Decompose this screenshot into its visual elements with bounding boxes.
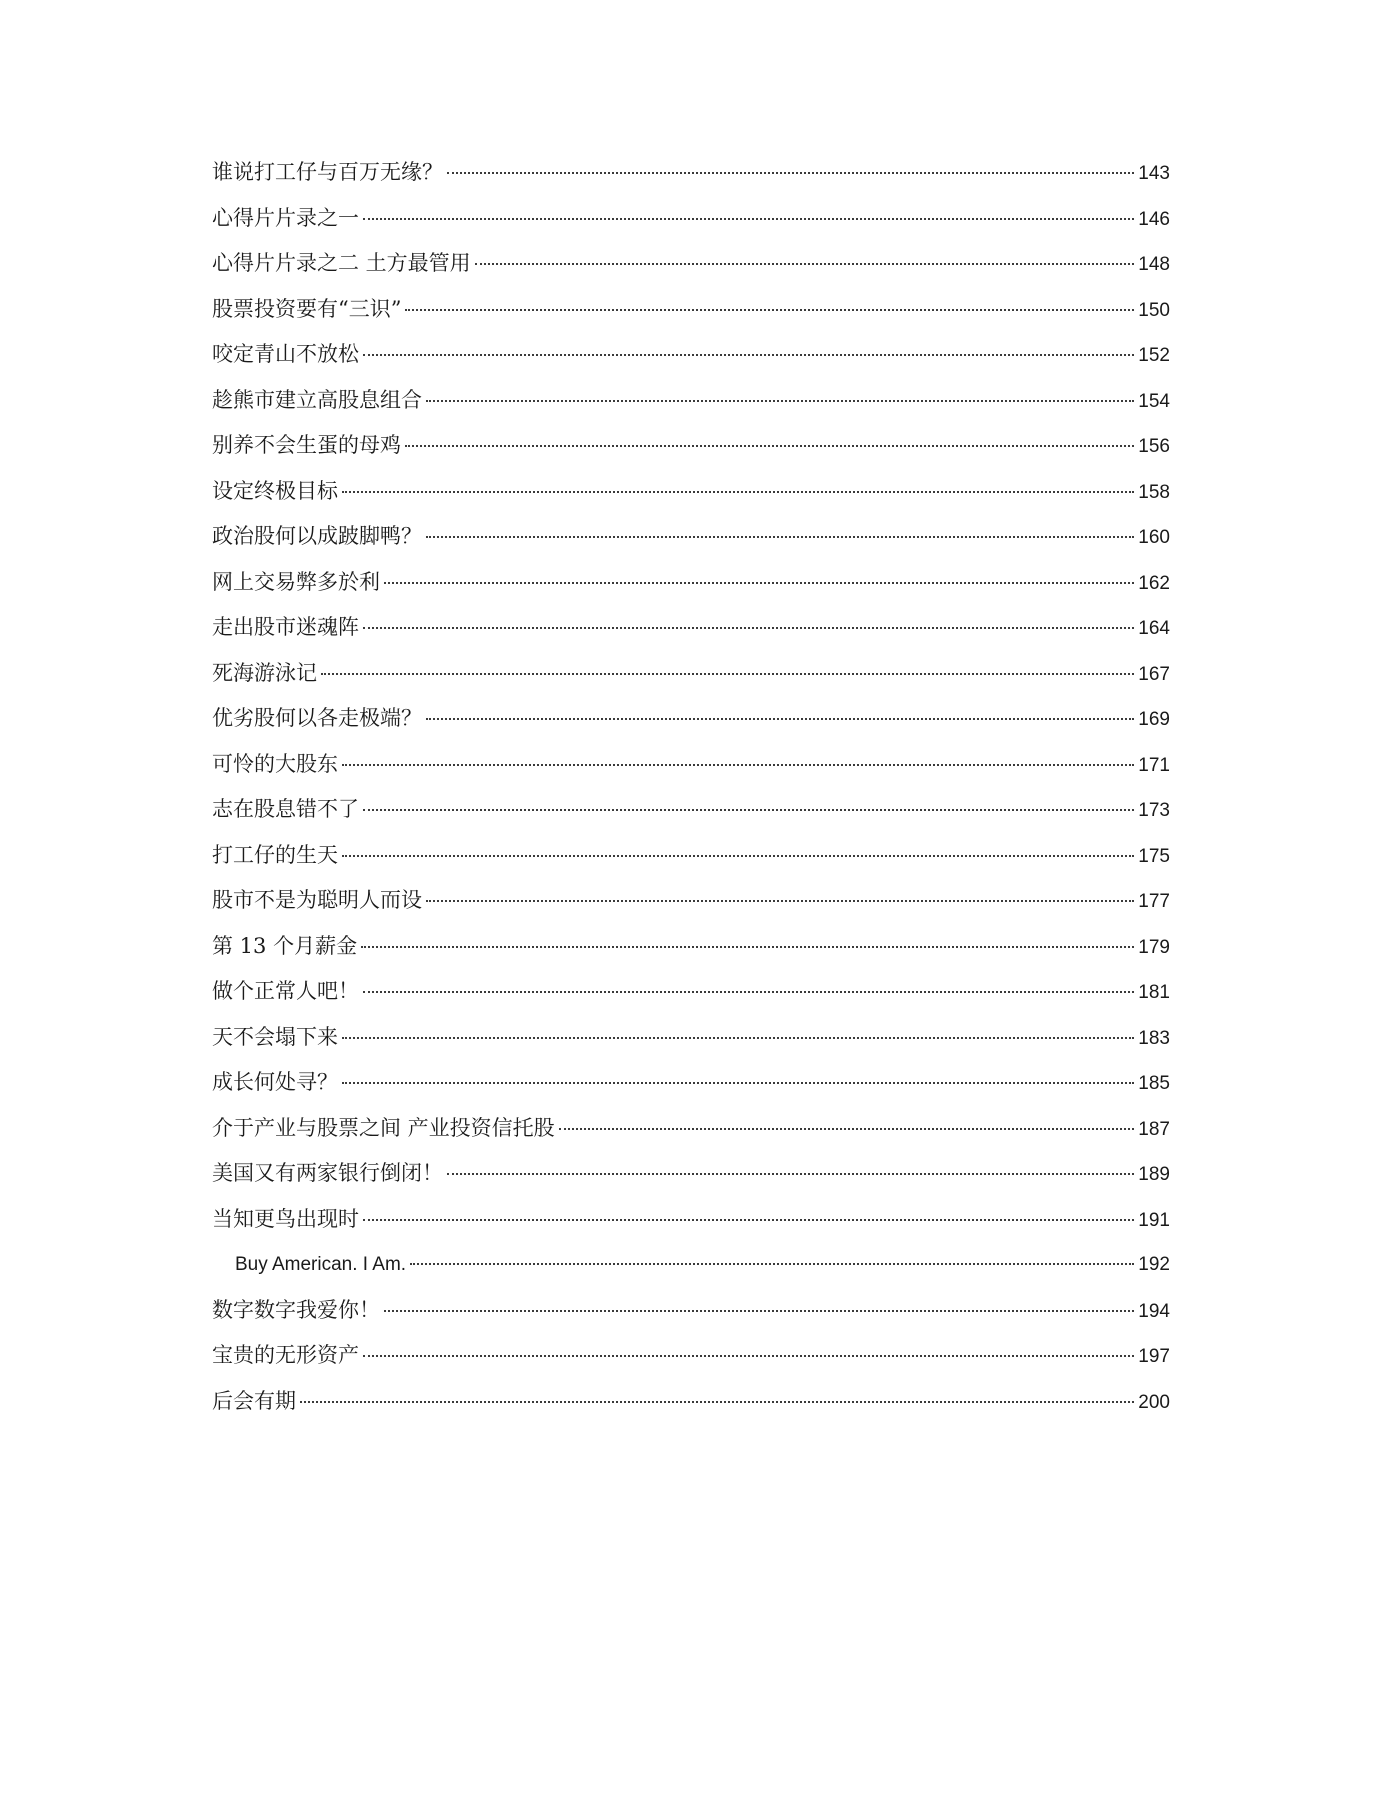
toc-entry-page-number: 192 [1138, 1254, 1170, 1275]
toc-entry[interactable] [212, 1288, 1170, 1334]
toc-dot-leader [405, 445, 1134, 447]
toc-dot-leader [475, 263, 1135, 265]
toc-entry[interactable] [212, 423, 1170, 469]
toc-entry-title: Buy American. I Am. [235, 1254, 407, 1275]
toc-entry-title: 当知更鸟出现时 [212, 1206, 359, 1231]
toc-entry-title: 趁熊市建立高股息组合 [212, 387, 422, 412]
toc-entry-title: 死海游泳记 [212, 660, 317, 685]
toc-entry[interactable] [212, 1106, 1170, 1152]
toc-entry[interactable] [212, 605, 1170, 651]
toc-entry-title: 宝贵的无形资产 [212, 1343, 359, 1367]
toc-entry-page-number: 181 [1138, 982, 1170, 1003]
toc-dot-leader [363, 809, 1134, 811]
toc-entry-title: 股市不是为聪明人而设 [212, 888, 422, 912]
toc-entry[interactable] [212, 150, 1170, 196]
toc-entry-page-number: 179 [1138, 936, 1170, 958]
toc-dot-leader [342, 855, 1134, 857]
toc-dot-leader [363, 991, 1134, 993]
toc-dot-leader [321, 673, 1134, 675]
toc-entry-page-number: 156 [1138, 436, 1170, 457]
toc-entry-title: 优劣股何以各走极端？ [212, 706, 422, 730]
toc-entry-title: 网上交易弊多於利 [212, 569, 380, 594]
toc-entry-title: 介于产业与股票之间 产业投资信托股 [212, 1115, 555, 1140]
toc-dot-leader [410, 1263, 1134, 1265]
toc-entry-title: 心得片片录之一 [212, 205, 359, 230]
toc-entry[interactable] [212, 287, 1170, 333]
toc-entry-title: 美国又有两家银行倒闭！ [212, 1161, 443, 1185]
toc-entry-page-number: 185 [1138, 1073, 1170, 1094]
toc-entry-page-number: 164 [1138, 618, 1170, 639]
toc-entry-title: 设定终极目标 [212, 478, 338, 503]
toc-entry-page-number: 158 [1138, 481, 1170, 503]
toc-entry-page-number: 200 [1138, 1391, 1170, 1413]
toc-entry-page-number: 167 [1138, 663, 1170, 685]
toc-dot-leader [363, 627, 1134, 629]
toc-entry-page-number: 194 [1138, 1300, 1170, 1322]
toc-entry-title: 走出股市迷魂阵 [212, 615, 359, 639]
toc-entry-title: 心得片片录之二 土方最管用 [212, 251, 471, 275]
toc-entry-page-number: 197 [1138, 1346, 1170, 1367]
toc-entry-page-number: 146 [1138, 208, 1170, 230]
toc-dot-leader [363, 1355, 1134, 1357]
toc-dot-leader [363, 354, 1134, 356]
toc-entry[interactable] [212, 1197, 1170, 1243]
toc-entry-title: 做个正常人吧！ [212, 979, 359, 1003]
toc-entry-page-number: 148 [1138, 254, 1170, 275]
toc-entry-title: 别养不会生蛋的母鸡 [212, 433, 401, 457]
toc-entry[interactable] [212, 378, 1170, 424]
toc-entry-page-number: 189 [1138, 1164, 1170, 1185]
toc-dot-leader [300, 1401, 1134, 1403]
toc-entry[interactable] [212, 878, 1170, 924]
toc-entry[interactable] [212, 742, 1170, 788]
toc-entry[interactable] [212, 696, 1170, 742]
toc-entry-page-number: 169 [1138, 709, 1170, 730]
toc-entry[interactable] [212, 787, 1170, 833]
toc-entry[interactable] [212, 332, 1170, 378]
toc-dot-leader [363, 1219, 1134, 1221]
toc-entry-title: 咬定青山不放松 [212, 342, 359, 366]
toc-entry-page-number: 162 [1138, 572, 1170, 594]
toc-dot-leader [426, 900, 1134, 902]
toc-dot-leader [384, 1310, 1134, 1312]
toc-dot-leader [559, 1128, 1135, 1130]
toc-entry[interactable] [212, 514, 1170, 560]
toc-entry[interactable] [212, 969, 1170, 1015]
toc-entry-title: 可怜的大股东 [212, 751, 338, 776]
toc-entry-page-number: 154 [1138, 390, 1170, 412]
table-of-contents [212, 150, 1170, 1424]
toc-entry[interactable] [212, 1015, 1170, 1061]
toc-entry-page-number: 143 [1138, 163, 1170, 184]
toc-entry[interactable] [212, 469, 1170, 515]
toc-entry-title: 志在股息错不了 [212, 797, 359, 821]
toc-entry-page-number: 175 [1138, 845, 1170, 867]
toc-dot-leader [447, 172, 1134, 174]
toc-dot-leader [426, 718, 1134, 720]
toc-entry-page-number: 160 [1138, 527, 1170, 548]
toc-entry-title: 成长何处寻？ [212, 1070, 338, 1094]
toc-entry-title: 谁说打工仔与百万无缘？ [212, 160, 443, 184]
toc-entry[interactable] [212, 1060, 1170, 1106]
toc-dot-leader [363, 218, 1134, 220]
toc-dot-leader [426, 536, 1134, 538]
toc-entry[interactable] [212, 1333, 1170, 1379]
toc-entry-page-number: 173 [1138, 800, 1170, 821]
toc-entry-page-number: 191 [1138, 1209, 1170, 1231]
toc-dot-leader [384, 582, 1134, 584]
toc-entry[interactable] [212, 196, 1170, 242]
toc-entry[interactable] [212, 560, 1170, 606]
toc-dot-leader [342, 1037, 1134, 1039]
toc-dot-leader [342, 491, 1134, 493]
toc-entry-title: 天不会塌下来 [212, 1024, 338, 1049]
toc-dot-leader [426, 400, 1134, 402]
toc-dot-leader [447, 1173, 1134, 1175]
toc-entry[interactable] [212, 241, 1170, 287]
toc-entry-title: 政治股何以成跛脚鸭？ [212, 524, 422, 548]
toc-entry-page-number: 187 [1138, 1118, 1170, 1140]
toc-entry-title: 股票投资要有“三识” [212, 296, 402, 321]
toc-entry[interactable] [212, 651, 1170, 697]
toc-dot-leader [405, 309, 1134, 311]
toc-entry[interactable] [212, 924, 1170, 970]
toc-entry-page-number: 150 [1138, 299, 1170, 321]
toc-dot-leader [342, 1082, 1134, 1084]
toc-entry-page-number: 177 [1138, 891, 1170, 912]
toc-entry[interactable] [212, 1242, 1170, 1288]
toc-entry-title: 后会有期 [212, 1388, 296, 1413]
toc-entry-title: 数字数字我爱你！ [212, 1297, 380, 1322]
toc-entry-title: 第 13 个月薪金 [212, 933, 358, 958]
toc-entry-page-number: 152 [1138, 345, 1170, 366]
toc-dot-leader [361, 946, 1134, 948]
toc-entry[interactable] [212, 1151, 1170, 1197]
toc-entry-title: 打工仔的生天 [212, 842, 338, 867]
toc-dot-leader [342, 764, 1134, 766]
toc-entry[interactable] [212, 1379, 1170, 1425]
toc-entry-page-number: 183 [1138, 1027, 1170, 1049]
toc-entry[interactable] [212, 833, 1170, 879]
toc-entry-page-number: 171 [1138, 754, 1170, 776]
